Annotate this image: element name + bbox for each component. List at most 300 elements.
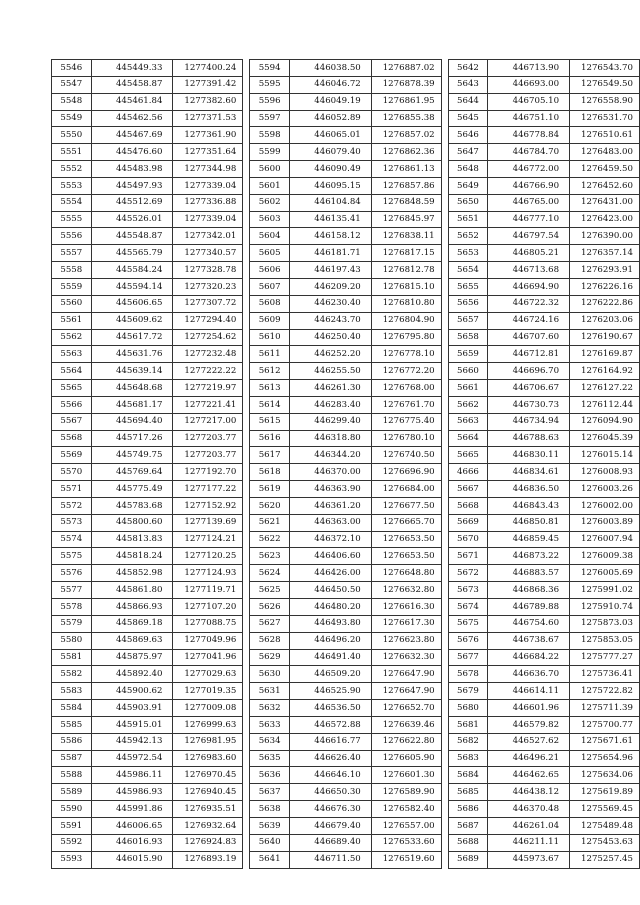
point-number-cell: 5590 [52, 801, 92, 818]
y-coordinate-cell: 1276999.63 [173, 716, 243, 733]
x-coordinate-cell: 446016.93 [91, 834, 173, 851]
x-coordinate-cell: 445497.93 [91, 177, 173, 194]
x-coordinate-cell: 445972.54 [91, 750, 173, 767]
point-number-cell: 5577 [52, 582, 92, 599]
table-row [52, 93, 243, 110]
table-row [52, 851, 243, 868]
y-coordinate-cell: 1276861.13 [371, 161, 441, 178]
point-number-cell: 5551 [52, 144, 92, 161]
x-coordinate-cell: 446616.77 [289, 733, 371, 750]
point-number-cell: 5686 [448, 801, 488, 818]
table-row [250, 733, 441, 750]
table-row [250, 194, 441, 211]
point-number-cell: 5567 [52, 413, 92, 430]
table-row [52, 582, 243, 599]
x-coordinate-cell: 445565.79 [91, 245, 173, 262]
y-coordinate-cell: 1276009.38 [570, 548, 640, 565]
y-coordinate-cell: 1276558.90 [570, 93, 640, 110]
x-coordinate-cell: 446370.48 [488, 801, 570, 818]
point-number-cell: 5665 [448, 447, 488, 464]
table-row [448, 497, 639, 514]
table-row [448, 380, 639, 397]
y-coordinate-cell: 1276190.67 [570, 329, 640, 346]
point-number-cell: 5679 [448, 683, 488, 700]
table-row [448, 363, 639, 380]
table-row [448, 599, 639, 616]
x-coordinate-cell: 446344.20 [289, 447, 371, 464]
y-coordinate-cell: 1275671.61 [570, 733, 640, 750]
y-coordinate-cell: 1276203.06 [570, 312, 640, 329]
point-number-cell: 5576 [52, 565, 92, 582]
y-coordinate-cell: 1276804.90 [371, 312, 441, 329]
x-coordinate-cell: 446158.12 [289, 228, 371, 245]
y-coordinate-cell: 1277344.98 [173, 161, 243, 178]
point-number-cell: 5595 [250, 76, 290, 93]
x-coordinate-cell: 446579.82 [488, 716, 570, 733]
point-number-cell: 5561 [52, 312, 92, 329]
table-row [52, 649, 243, 666]
point-number-cell: 5570 [52, 464, 92, 481]
y-coordinate-cell: 1276601.30 [371, 767, 441, 784]
table-row [448, 430, 639, 447]
point-number-cell: 5607 [250, 278, 290, 295]
y-coordinate-cell: 1277400.24 [173, 60, 243, 77]
point-number-cell: 5687 [448, 817, 488, 834]
x-coordinate-cell: 446493.80 [289, 615, 371, 632]
point-number-cell: 5592 [52, 834, 92, 851]
point-number-cell: 5554 [52, 194, 92, 211]
x-coordinate-cell: 445813.83 [91, 531, 173, 548]
x-coordinate-cell: 446830.11 [488, 447, 570, 464]
y-coordinate-cell: 1277339.04 [173, 211, 243, 228]
point-number-cell: 5588 [52, 767, 92, 784]
table-row [52, 632, 243, 649]
y-coordinate-cell: 1277088.75 [173, 615, 243, 632]
x-coordinate-cell: 445639.14 [91, 363, 173, 380]
point-number-cell: 5572 [52, 497, 92, 514]
y-coordinate-cell: 1277294.40 [173, 312, 243, 329]
x-coordinate-cell: 445512.69 [91, 194, 173, 211]
table-row [448, 582, 639, 599]
point-number-cell: 5624 [250, 565, 290, 582]
y-coordinate-cell: 1276775.40 [371, 413, 441, 430]
table-row [448, 750, 639, 767]
y-coordinate-cell: 1276815.10 [371, 278, 441, 295]
x-coordinate-cell: 446713.90 [488, 60, 570, 77]
point-number-cell: 5644 [448, 93, 488, 110]
table-row [52, 565, 243, 582]
x-coordinate-cell: 446722.32 [488, 295, 570, 312]
x-coordinate-cell: 446572.88 [289, 716, 371, 733]
x-coordinate-cell: 446299.40 [289, 413, 371, 430]
x-coordinate-cell: 446636.70 [488, 666, 570, 683]
point-number-cell: 5565 [52, 380, 92, 397]
y-coordinate-cell: 1276740.50 [371, 447, 441, 464]
x-coordinate-cell: 445548.87 [91, 228, 173, 245]
y-coordinate-cell: 1275853.05 [570, 632, 640, 649]
point-number-cell: 5659 [448, 346, 488, 363]
table-row [448, 784, 639, 801]
coordinate-table-group [51, 59, 640, 869]
x-coordinate-cell: 445648.68 [91, 380, 173, 397]
y-coordinate-cell: 1276582.40 [371, 801, 441, 818]
x-coordinate-cell: 446650.30 [289, 784, 371, 801]
table-row [52, 447, 243, 464]
point-number-cell: 5568 [52, 430, 92, 447]
x-coordinate-cell: 446706.67 [488, 380, 570, 397]
table-row [448, 161, 639, 178]
table-row [250, 784, 441, 801]
y-coordinate-cell: 1276005.69 [570, 565, 640, 582]
x-coordinate-cell: 446361.20 [289, 497, 371, 514]
y-coordinate-cell: 1276015.14 [570, 447, 640, 464]
point-number-cell: 4666 [448, 464, 488, 481]
point-number-cell: 5582 [52, 666, 92, 683]
table-row [52, 464, 243, 481]
y-coordinate-cell: 1276293.91 [570, 262, 640, 279]
y-coordinate-cell: 1277192.70 [173, 464, 243, 481]
point-number-cell: 5596 [250, 93, 290, 110]
point-number-cell: 5580 [52, 632, 92, 649]
y-coordinate-cell: 1276431.00 [570, 194, 640, 211]
y-coordinate-cell: 1275619.89 [570, 784, 640, 801]
table-row [52, 278, 243, 295]
point-number-cell: 5668 [448, 497, 488, 514]
point-number-cell: 5641 [250, 851, 290, 868]
point-number-cell: 5660 [448, 363, 488, 380]
table-row [52, 396, 243, 413]
table-row [448, 801, 639, 818]
x-coordinate-cell: 446797.54 [488, 228, 570, 245]
table-row [52, 615, 243, 632]
table-row [448, 329, 639, 346]
point-number-cell: 5653 [448, 245, 488, 262]
table-row [448, 110, 639, 127]
coordinate-table-middle [249, 59, 441, 869]
y-coordinate-cell: 1276848.59 [371, 194, 441, 211]
y-coordinate-cell: 1276483.00 [570, 144, 640, 161]
x-coordinate-cell: 446778.84 [488, 127, 570, 144]
table-row [250, 144, 441, 161]
x-coordinate-cell: 446509.20 [289, 666, 371, 683]
point-number-cell: 5651 [448, 211, 488, 228]
x-coordinate-cell: 445866.93 [91, 599, 173, 616]
x-coordinate-cell: 446859.45 [488, 531, 570, 548]
x-coordinate-cell: 445775.49 [91, 481, 173, 498]
x-coordinate-cell: 446095.15 [289, 177, 371, 194]
table-row [448, 514, 639, 531]
y-coordinate-cell: 1276647.90 [371, 666, 441, 683]
table-row [52, 497, 243, 514]
table-row [448, 396, 639, 413]
x-coordinate-cell: 445462.56 [91, 110, 173, 127]
x-coordinate-cell: 446370.00 [289, 464, 371, 481]
y-coordinate-cell: 1276423.00 [570, 211, 640, 228]
y-coordinate-cell: 1277371.53 [173, 110, 243, 127]
point-number-cell: 5634 [250, 733, 290, 750]
y-coordinate-cell: 1276589.90 [371, 784, 441, 801]
y-coordinate-cell: 1277107.20 [173, 599, 243, 616]
y-coordinate-cell: 1276862.36 [371, 144, 441, 161]
y-coordinate-cell: 1276452.60 [570, 177, 640, 194]
table-row [52, 60, 243, 77]
table-row [250, 329, 441, 346]
x-coordinate-cell: 446883.57 [488, 565, 570, 582]
table-row [448, 228, 639, 245]
point-number-cell: 5672 [448, 565, 488, 582]
table-row [250, 615, 441, 632]
y-coordinate-cell: 1277254.62 [173, 329, 243, 346]
point-number-cell: 5667 [448, 481, 488, 498]
point-number-cell: 5622 [250, 531, 290, 548]
x-coordinate-cell: 446734.94 [488, 413, 570, 430]
x-coordinate-cell: 446684.22 [488, 649, 570, 666]
point-number-cell: 5574 [52, 531, 92, 548]
x-coordinate-cell: 446724.16 [488, 312, 570, 329]
x-coordinate-cell: 446850.81 [488, 514, 570, 531]
y-coordinate-cell: 1276845.97 [371, 211, 441, 228]
y-coordinate-cell: 1277019.35 [173, 683, 243, 700]
point-number-cell: 5569 [52, 447, 92, 464]
point-number-cell: 5638 [250, 801, 290, 818]
x-coordinate-cell: 446046.72 [289, 76, 371, 93]
x-coordinate-cell: 446751.10 [488, 110, 570, 127]
point-number-cell: 5571 [52, 481, 92, 498]
table-row [448, 76, 639, 93]
point-number-cell: 5604 [250, 228, 290, 245]
table-row [448, 177, 639, 194]
x-coordinate-cell: 446462.65 [488, 767, 570, 784]
x-coordinate-cell: 445606.65 [91, 295, 173, 312]
point-number-cell: 5649 [448, 177, 488, 194]
x-coordinate-cell: 446834.61 [488, 464, 570, 481]
point-number-cell: 5683 [448, 750, 488, 767]
table-row [52, 817, 243, 834]
point-number-cell: 5558 [52, 262, 92, 279]
table-row [52, 346, 243, 363]
table-row [448, 93, 639, 110]
table-row [250, 565, 441, 582]
y-coordinate-cell: 1277336.88 [173, 194, 243, 211]
point-number-cell: 5602 [250, 194, 290, 211]
x-coordinate-cell: 446090.49 [289, 161, 371, 178]
point-number-cell: 5603 [250, 211, 290, 228]
point-number-cell: 5670 [448, 531, 488, 548]
table-row [448, 295, 639, 312]
x-coordinate-cell: 445818.24 [91, 548, 173, 565]
point-number-cell: 5639 [250, 817, 290, 834]
point-number-cell: 5606 [250, 262, 290, 279]
y-coordinate-cell: 1275634.06 [570, 767, 640, 784]
table-row [250, 767, 441, 784]
table-row [250, 514, 441, 531]
y-coordinate-cell: 1277232.48 [173, 346, 243, 363]
table-row [250, 632, 441, 649]
table-row [448, 127, 639, 144]
x-coordinate-cell: 445991.86 [91, 801, 173, 818]
x-coordinate-cell: 446255.50 [289, 363, 371, 380]
point-number-cell: 5616 [250, 430, 290, 447]
x-coordinate-cell: 446873.22 [488, 548, 570, 565]
x-coordinate-cell: 445800.60 [91, 514, 173, 531]
y-coordinate-cell: 1276970.45 [173, 767, 243, 784]
y-coordinate-cell: 1277041.96 [173, 649, 243, 666]
point-number-cell: 5648 [448, 161, 488, 178]
table-row [52, 716, 243, 733]
y-coordinate-cell: 1276632.30 [371, 649, 441, 666]
x-coordinate-cell: 446696.70 [488, 363, 570, 380]
x-coordinate-cell: 446836.50 [488, 481, 570, 498]
x-coordinate-cell: 446705.10 [488, 93, 570, 110]
x-coordinate-cell: 446693.00 [488, 76, 570, 93]
point-number-cell: 5688 [448, 834, 488, 851]
y-coordinate-cell: 1276008.93 [570, 464, 640, 481]
table-row [52, 363, 243, 380]
point-number-cell: 5631 [250, 683, 290, 700]
x-coordinate-cell: 446480.20 [289, 599, 371, 616]
point-number-cell: 5611 [250, 346, 290, 363]
y-coordinate-cell: 1276222.86 [570, 295, 640, 312]
point-number-cell: 5662 [448, 396, 488, 413]
y-coordinate-cell: 1276169.87 [570, 346, 640, 363]
y-coordinate-cell: 1276812.78 [371, 262, 441, 279]
y-coordinate-cell: 1276623.80 [371, 632, 441, 649]
table-row [448, 767, 639, 784]
x-coordinate-cell: 446766.90 [488, 177, 570, 194]
table-row [52, 329, 243, 346]
y-coordinate-cell: 1276653.50 [371, 548, 441, 565]
y-coordinate-cell: 1276924.83 [173, 834, 243, 851]
point-number-cell: 5680 [448, 700, 488, 717]
point-number-cell: 5600 [250, 161, 290, 178]
x-coordinate-cell: 446065.01 [289, 127, 371, 144]
y-coordinate-cell: 1276983.60 [173, 750, 243, 767]
point-number-cell: 5583 [52, 683, 92, 700]
point-number-cell: 5671 [448, 548, 488, 565]
table-row [250, 817, 441, 834]
y-coordinate-cell: 1277361.90 [173, 127, 243, 144]
y-coordinate-cell: 1276780.10 [371, 430, 441, 447]
y-coordinate-cell: 1276533.60 [371, 834, 441, 851]
y-coordinate-cell: 1276778.10 [371, 346, 441, 363]
x-coordinate-cell: 445749.75 [91, 447, 173, 464]
x-coordinate-cell: 446491.40 [289, 649, 371, 666]
y-coordinate-cell: 1276557.00 [371, 817, 441, 834]
table-row [52, 834, 243, 851]
x-coordinate-cell: 446614.11 [488, 683, 570, 700]
point-number-cell: 5597 [250, 110, 290, 127]
table-row [52, 683, 243, 700]
y-coordinate-cell: 1277340.57 [173, 245, 243, 262]
point-number-cell: 5553 [52, 177, 92, 194]
table-row [250, 649, 441, 666]
point-number-cell: 5654 [448, 262, 488, 279]
point-number-cell: 5556 [52, 228, 92, 245]
x-coordinate-cell: 446784.70 [488, 144, 570, 161]
y-coordinate-cell: 1276510.61 [570, 127, 640, 144]
y-coordinate-cell: 1277203.77 [173, 430, 243, 447]
y-coordinate-cell: 1276045.39 [570, 430, 640, 447]
table-row [448, 548, 639, 565]
x-coordinate-cell: 446626.40 [289, 750, 371, 767]
table-row [52, 430, 243, 447]
y-coordinate-cell: 1275453.63 [570, 834, 640, 851]
point-number-cell: 5585 [52, 716, 92, 733]
point-number-cell: 5587 [52, 750, 92, 767]
y-coordinate-cell: 1276665.70 [371, 514, 441, 531]
table-row [52, 700, 243, 717]
table-row [250, 127, 441, 144]
point-number-cell: 5620 [250, 497, 290, 514]
point-number-cell: 5579 [52, 615, 92, 632]
y-coordinate-cell: 1277124.93 [173, 565, 243, 582]
y-coordinate-cell: 1276981.95 [173, 733, 243, 750]
x-coordinate-cell: 446777.10 [488, 211, 570, 228]
y-coordinate-cell: 1276768.00 [371, 380, 441, 397]
point-number-cell: 5605 [250, 245, 290, 262]
x-coordinate-cell: 446805.21 [488, 245, 570, 262]
table-row [448, 194, 639, 211]
point-number-cell: 5633 [250, 716, 290, 733]
table-row [52, 784, 243, 801]
table-row [448, 531, 639, 548]
table-row [250, 464, 441, 481]
y-coordinate-cell: 1277342.01 [173, 228, 243, 245]
x-coordinate-cell: 446209.20 [289, 278, 371, 295]
y-coordinate-cell: 1277177.22 [173, 481, 243, 498]
y-coordinate-cell: 1277339.04 [173, 177, 243, 194]
point-number-cell: 5650 [448, 194, 488, 211]
point-number-cell: 5617 [250, 447, 290, 464]
x-coordinate-cell: 446406.60 [289, 548, 371, 565]
y-coordinate-cell: 1276459.50 [570, 161, 640, 178]
y-coordinate-cell: 1276855.38 [371, 110, 441, 127]
table-row [448, 312, 639, 329]
point-number-cell: 5627 [250, 615, 290, 632]
x-coordinate-cell: 446601.96 [488, 700, 570, 717]
x-coordinate-cell: 446052.89 [289, 110, 371, 127]
y-coordinate-cell: 1276003.26 [570, 481, 640, 498]
x-coordinate-cell: 446372.10 [289, 531, 371, 548]
point-number-cell: 5591 [52, 817, 92, 834]
y-coordinate-cell: 1275873.03 [570, 615, 640, 632]
table-row [52, 548, 243, 565]
table-row [250, 396, 441, 413]
x-coordinate-cell: 445986.11 [91, 767, 173, 784]
table-row [250, 380, 441, 397]
table-row [250, 497, 441, 514]
x-coordinate-cell: 446707.60 [488, 329, 570, 346]
x-coordinate-cell: 445483.98 [91, 161, 173, 178]
point-number-cell: 5552 [52, 161, 92, 178]
x-coordinate-cell: 445476.60 [91, 144, 173, 161]
y-coordinate-cell: 1276810.80 [371, 295, 441, 312]
point-number-cell: 5619 [250, 481, 290, 498]
point-number-cell: 5548 [52, 93, 92, 110]
point-number-cell: 5621 [250, 514, 290, 531]
y-coordinate-cell: 1275736.41 [570, 666, 640, 683]
x-coordinate-cell: 446679.40 [289, 817, 371, 834]
y-coordinate-cell: 1276164.92 [570, 363, 640, 380]
point-number-cell: 5640 [250, 834, 290, 851]
coordinate-table-right [448, 59, 640, 869]
point-number-cell: 5635 [250, 750, 290, 767]
x-coordinate-cell: 446868.36 [488, 582, 570, 599]
point-number-cell: 5674 [448, 599, 488, 616]
y-coordinate-cell: 1276007.94 [570, 531, 640, 548]
y-coordinate-cell: 1276648.80 [371, 565, 441, 582]
x-coordinate-cell: 445869.63 [91, 632, 173, 649]
